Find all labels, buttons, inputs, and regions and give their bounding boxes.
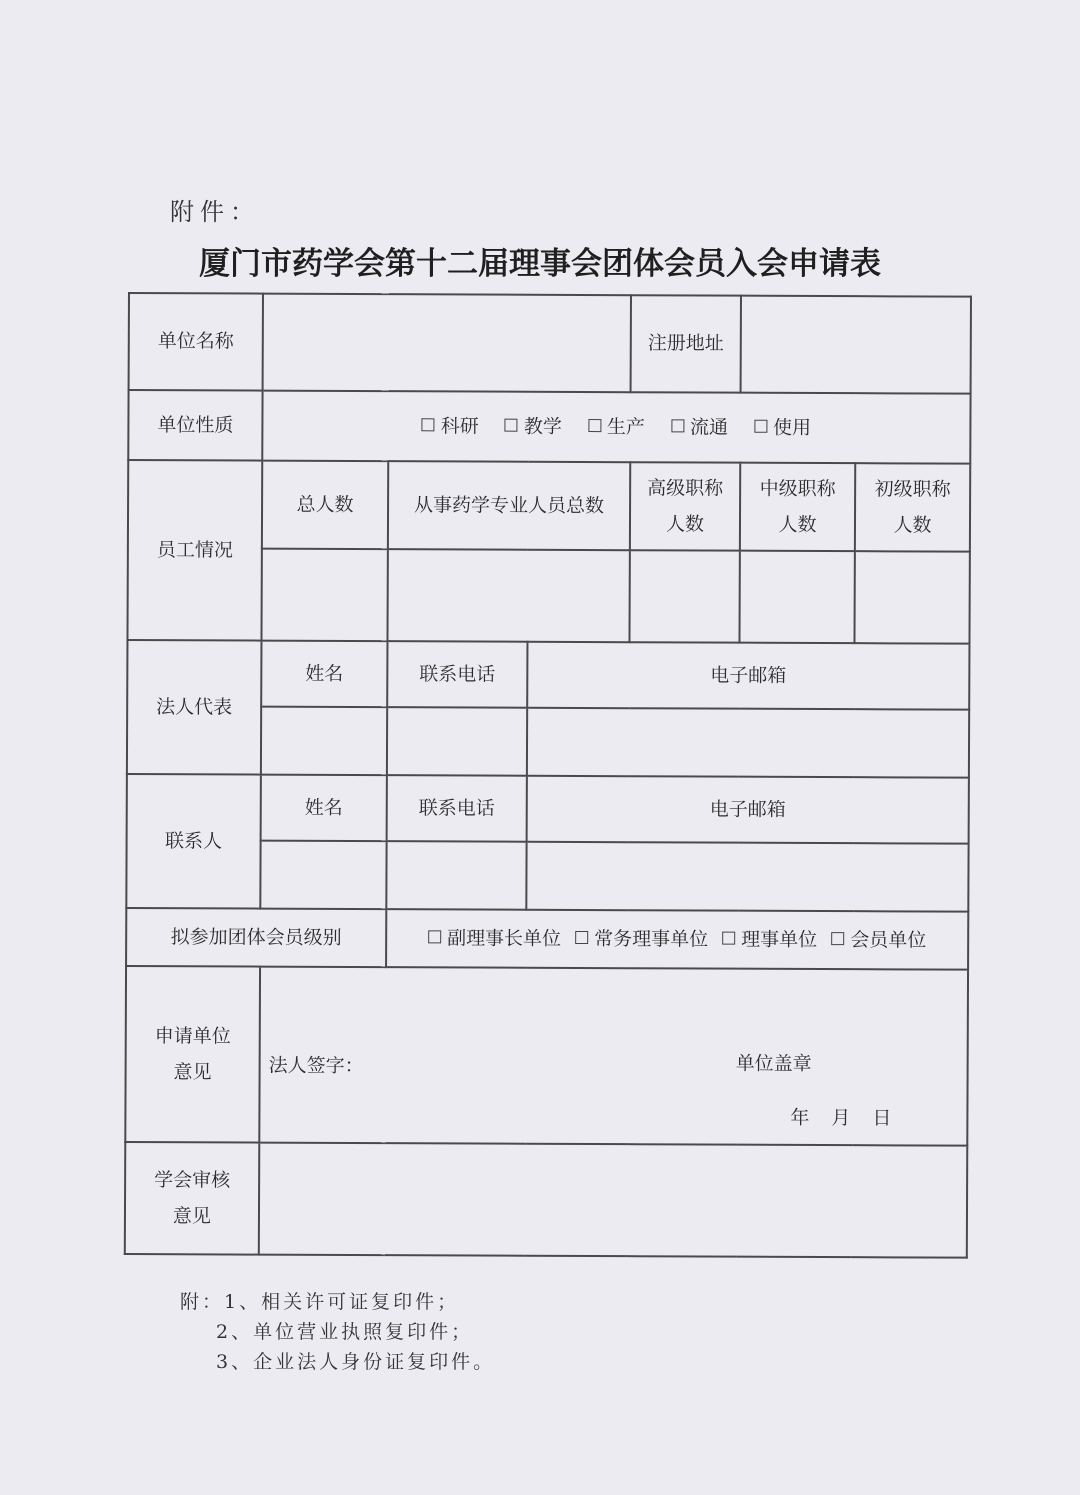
nature-option[interactable]: 科研 xyxy=(422,408,479,444)
checkbox-icon[interactable] xyxy=(422,419,435,432)
level-options xyxy=(386,909,968,970)
unit-nature-label: 单位性质 xyxy=(128,390,262,461)
form-title: 厦门市药学会第十二届理事会团体会员入会申请表 xyxy=(199,246,881,282)
reg-address-label: 注册地址 xyxy=(631,295,741,392)
total-staff-field[interactable] xyxy=(261,549,387,642)
level-option[interactable]: 副理事长单位 xyxy=(428,920,561,957)
legal-phone-field[interactable] xyxy=(387,707,527,776)
contact-email-header: 电子邮箱 xyxy=(527,776,969,844)
contact-phone-header: 联系电话 xyxy=(387,775,527,842)
middle-title-field[interactable] xyxy=(740,551,855,644)
pharma-staff-header: 从事药学专业人员总数 xyxy=(388,461,630,550)
senior-title-field[interactable] xyxy=(630,550,740,642)
note-item: 2、单位营业执照复印件； xyxy=(216,1321,474,1343)
applicant-opinion-field[interactable] xyxy=(259,967,968,1146)
junior-title-header: 初级职称人数 xyxy=(855,463,970,552)
day-label: 日 xyxy=(872,1107,892,1130)
nature-option[interactable]: 流通 xyxy=(671,409,728,445)
note-item: 附：1、相关许可证复印件； xyxy=(180,1291,460,1313)
unit-seal-label: 单位盖章 xyxy=(735,1052,812,1075)
contact-phone-field[interactable] xyxy=(386,841,526,910)
legal-email-header: 电子邮箱 xyxy=(527,642,969,710)
year-label: 年 xyxy=(790,1106,810,1129)
unit-nature-options xyxy=(262,391,970,464)
checkbox-icon[interactable] xyxy=(588,419,601,432)
checkbox-icon[interactable] xyxy=(754,420,767,433)
applicant-opinion-label: 申请单位意见 xyxy=(125,966,260,1143)
senior-title-header: 高级职称人数 xyxy=(630,462,740,550)
nature-option[interactable]: 生产 xyxy=(588,409,645,445)
checkbox-icon[interactable] xyxy=(505,419,518,432)
checkbox-icon[interactable] xyxy=(575,931,588,944)
staff-label: 员工情况 xyxy=(127,460,262,641)
month-label: 月 xyxy=(831,1107,851,1130)
society-review-label: 学会审核意见 xyxy=(125,1142,259,1255)
checkbox-icon[interactable] xyxy=(722,932,735,945)
application-form-table xyxy=(124,292,972,1259)
junior-title-field[interactable] xyxy=(855,551,970,644)
date-line xyxy=(790,1100,913,1137)
unit-name-label: 单位名称 xyxy=(129,293,263,391)
middle-title-header: 中级职称人数 xyxy=(740,463,855,552)
checkbox-icon[interactable] xyxy=(428,931,441,944)
checkbox-icon[interactable] xyxy=(671,420,684,433)
nature-option[interactable]: 教学 xyxy=(505,409,562,445)
contact-label: 联系人 xyxy=(126,774,261,909)
contact-name-field[interactable] xyxy=(260,841,386,910)
legal-email-field[interactable] xyxy=(527,708,969,778)
nature-option[interactable]: 使用 xyxy=(754,410,811,446)
level-option[interactable]: 常务理事单位 xyxy=(575,921,708,958)
note-item: 3、企业法人身份证复印件。 xyxy=(216,1351,496,1373)
level-option[interactable]: 会员单位 xyxy=(831,922,926,959)
attachment-notes xyxy=(180,1287,495,1377)
total-staff-header: 总人数 xyxy=(262,461,388,550)
society-review-field[interactable] xyxy=(259,1143,968,1258)
legal-rep-label: 法人代表 xyxy=(127,640,262,775)
contact-email-field[interactable] xyxy=(526,842,968,912)
legal-phone-header: 联系电话 xyxy=(387,641,527,708)
level-option[interactable]: 理事单位 xyxy=(722,922,817,959)
checkbox-icon[interactable] xyxy=(831,933,844,946)
unit-name-field[interactable] xyxy=(263,294,631,393)
level-label: 拟参加团体会员级别 xyxy=(126,908,386,967)
legal-signature-label: 法人签字： xyxy=(268,1054,364,1078)
reg-address-field[interactable] xyxy=(741,296,971,394)
legal-name-field[interactable] xyxy=(261,707,387,776)
legal-name-header: 姓名 xyxy=(261,641,387,708)
pharma-staff-field[interactable] xyxy=(387,549,629,642)
contact-name-header: 姓名 xyxy=(261,775,387,842)
attachment-label: 附件： xyxy=(170,198,260,226)
